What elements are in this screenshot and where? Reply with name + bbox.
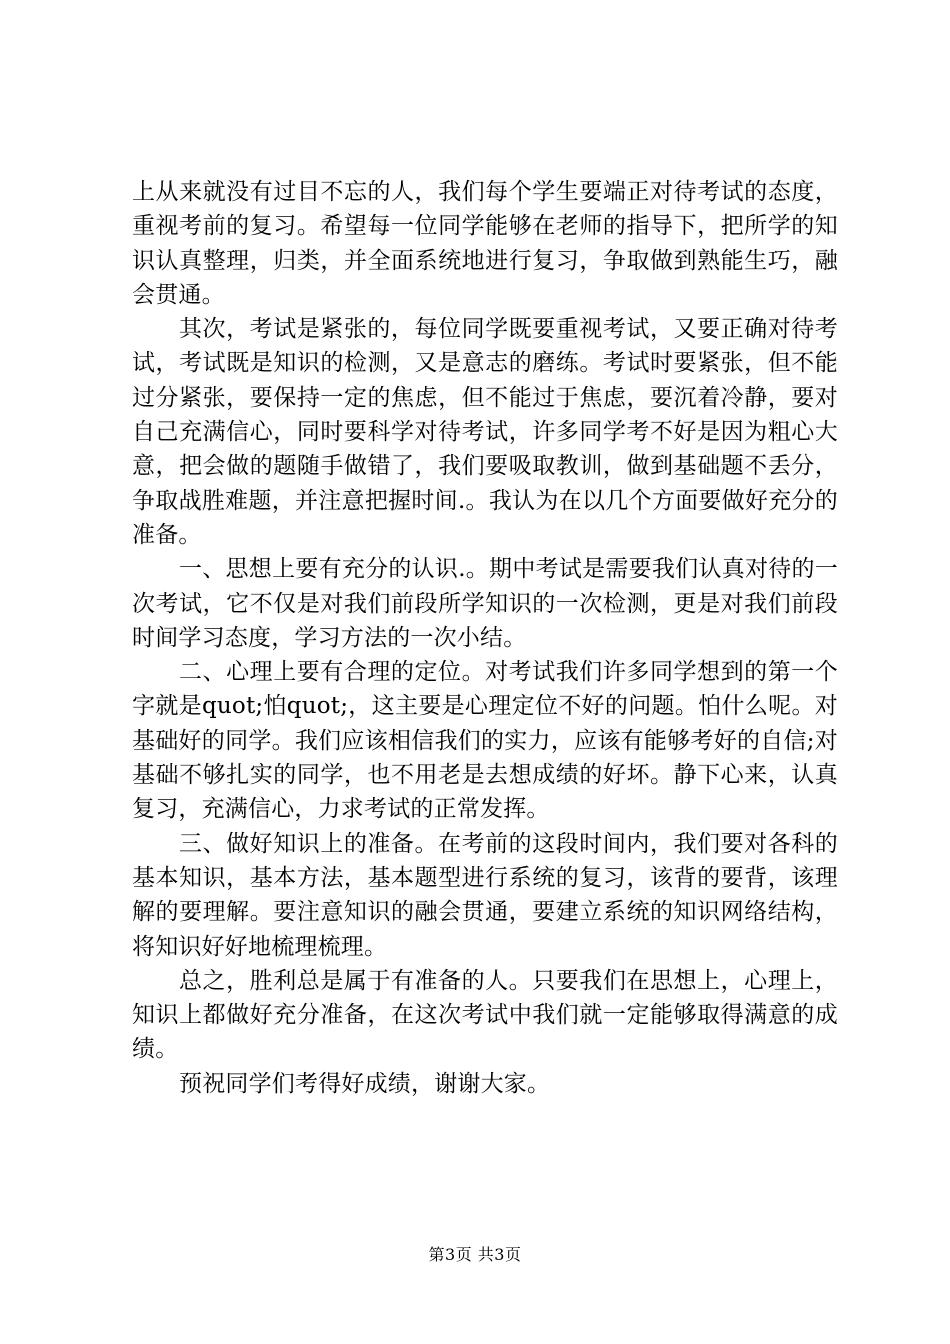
document-body <box>132 175 838 1101</box>
page-number-footer: 第3页 共3页 <box>428 1245 522 1264</box>
paragraph-closing-wish: 预祝同学们考得好成绩，谢谢大家。 <box>179 1070 551 1097</box>
paragraph-conclusion: 总之，胜利总是属于有准备的人。只要我们在思想上，心理上，知识上都做好充分准备，在这次考试中我们就一定能够取得满意的成绩。 <box>132 967 838 1063</box>
paragraph-secondly: 其次，考试是紧张的，每位同学既要重视考试，又要正确对待考试，考试既是知识的检测，又是意志的磨练。考试时要紧张，但不能过分紧张，要保持一定的焦虑，但不能过于焦虑，要沉着冷静，要对自己充满信心，同时要科学对待考试，许多同学考不好是因为粗心大意，把会做的题随手做错了，我们要吸取教训，做到基础题不丢分，争取战胜难题，并注意把握时间.。我认为在以几个方面要做好充分的准备。 <box>132 316 838 548</box>
paragraph-point-three: 三、做好知识上的准备。在考前的这段时间内，我们要对各科的基本知识，基本方法，基本题型进行系统的复习，该背的要背，该理解的要理解。要注意知识的融会贯通，要建立系统的知识网络结构，将知识好好地梳理梳理。 <box>132 830 838 960</box>
paragraph-point-one: 一、思想上要有充分的认识.。期中考试是需要我们认真对待的一次考试，它不仅是对我们前段所学知识的一次检测，更是对我们前段时间学习态度，学习方法的一次小结。 <box>132 556 838 651</box>
paragraph-continued: 上从来就没有过目不忘的人，我们每个学生要端正对待考试的态度，重视考前的复习。希望每一位同学能够在老师的指导下，把所学的知识认真整理，归类，并全面系统地进行复习，争取做到熟能生巧，融会贯通。 <box>132 179 838 308</box>
paragraph-point-two: 二、心理上要有合理的定位。对考试我们许多同学想到的第一个字就是quot;怕quot;，这主要是心理定位不好的问题。怕什么呢。对基础好的同学。我们应该相信我们的实力，应该有能够考好的自信;对基础不够扎实的同学，也不用老是去想成绩的好坏。静下心来，认真复习，充满信心，力求考试的正常发挥。 <box>132 659 838 823</box>
